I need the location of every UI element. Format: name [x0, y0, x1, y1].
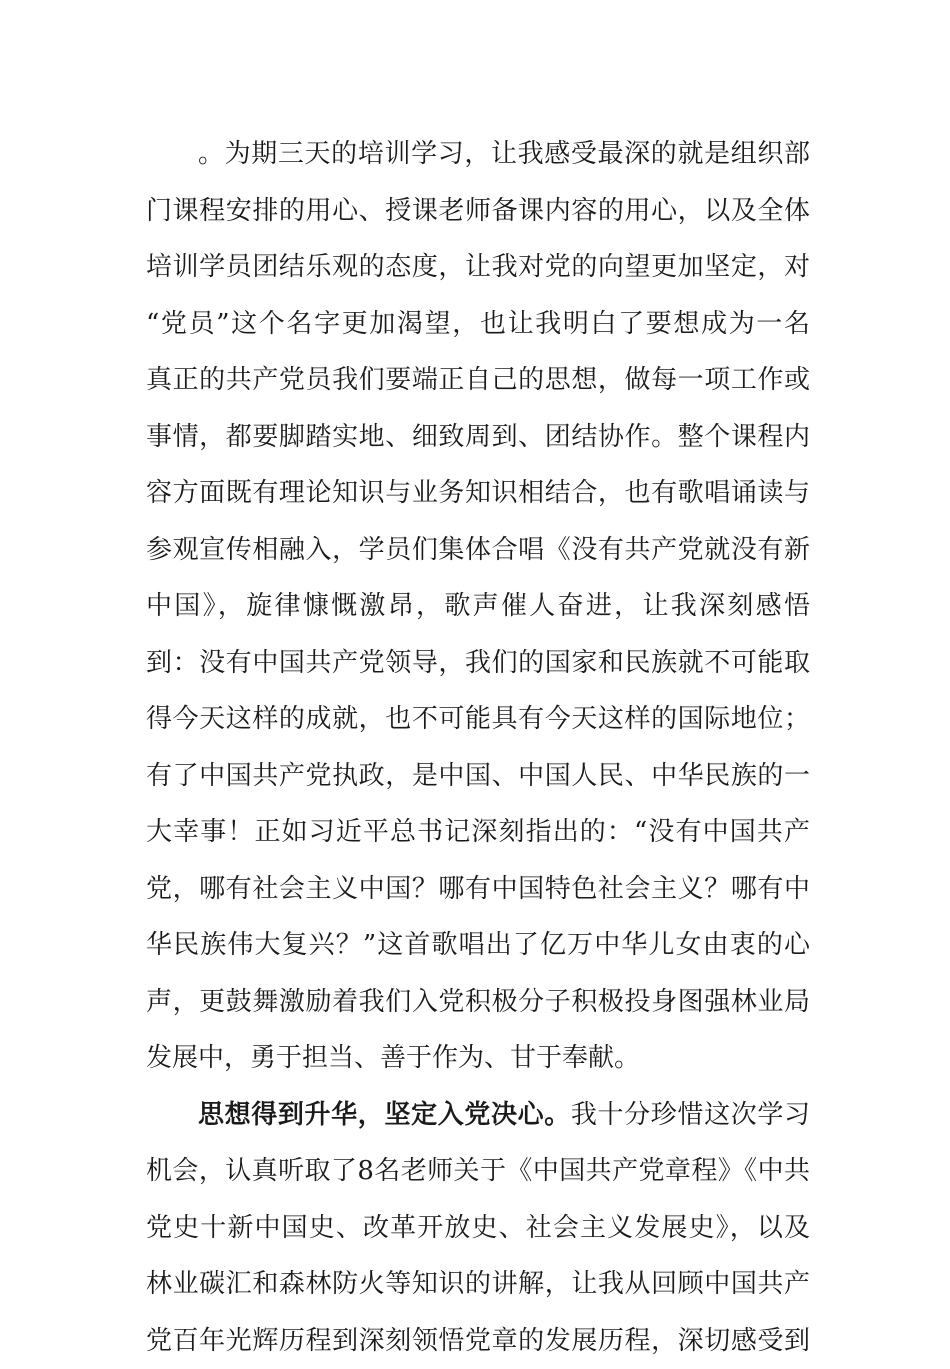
text-line: 林业碳汇和森林防火等知识的讲解，让我从回顾中国共产 [146, 1256, 810, 1313]
paragraph-heading: 思想得到升华，坚定入党决心。 [198, 1100, 571, 1130]
text-line: 机会，认真听取了8名老师关于《中国共产党章程》《中共 [146, 1143, 810, 1200]
text-line: 事情，都要脚踏实地、细致周到、团结协作。整个课程内 [146, 409, 810, 466]
text-line: 发展中，勇于担当、善于作为、甘于奉献。 [146, 1030, 810, 1087]
paragraph-1 [146, 126, 810, 1087]
body-text [146, 126, 810, 1369]
text-line: 到：没有中国共产党领导，我们的国家和民族就不可能取 [146, 635, 810, 692]
text-line [146, 1087, 810, 1144]
text-line: 参观宣传相融入，学员们集体合唱《没有共产党就没有新 [146, 522, 810, 579]
text-line: 。为期三天的培训学习，让我感受最深的就是组织部 [146, 126, 810, 183]
text-line: 培训学员团结乐观的态度，让我对党的向望更加坚定，对 [146, 239, 810, 296]
text-line: 华民族伟大复兴？”这首歌唱出了亿万中华儿女由衷的心 [146, 917, 810, 974]
text-line: 声，更鼓舞激励着我们入党积极分子积极投身图强林业局 [146, 974, 810, 1031]
text-line: 党史十新中国史、改革开放史、社会主义发展史》，以及 [146, 1200, 810, 1257]
text-line: 党，哪有社会主义中国？哪有中国特色社会主义？哪有中 [146, 861, 810, 918]
paragraph-2 [146, 1087, 810, 1369]
text-line: 真正的共产党员我们要端正自己的思想，做每一项工作或 [146, 352, 810, 409]
text-line: 容方面既有理论知识与业务知识相结合，也有歌唱诵读与 [146, 465, 810, 522]
text-fragment: 我十分珍惜这次学习 [571, 1100, 810, 1130]
text-line: 门课程安排的用心、授课老师备课内容的用心，以及全体 [146, 183, 810, 240]
text-line: 党百年光辉历程到深刻领悟党章的发展历程，深切感受到 [146, 1313, 810, 1369]
text-line: 得今天这样的成就，也不可能具有今天这样的国际地位； [146, 691, 810, 748]
text-line: “党员”这个名字更加渴望，也让我明白了要想成为一名 [146, 296, 810, 353]
text-line: 中国》，旋律慷慨激昂，歌声催人奋进，让我深刻感悟 [146, 578, 810, 635]
text-line: 大幸事！正如习近平总书记深刻指出的：“没有中国共产 [146, 804, 810, 861]
text-line: 有了中国共产党执政，是中国、中国人民、中华民族的一 [146, 748, 810, 805]
